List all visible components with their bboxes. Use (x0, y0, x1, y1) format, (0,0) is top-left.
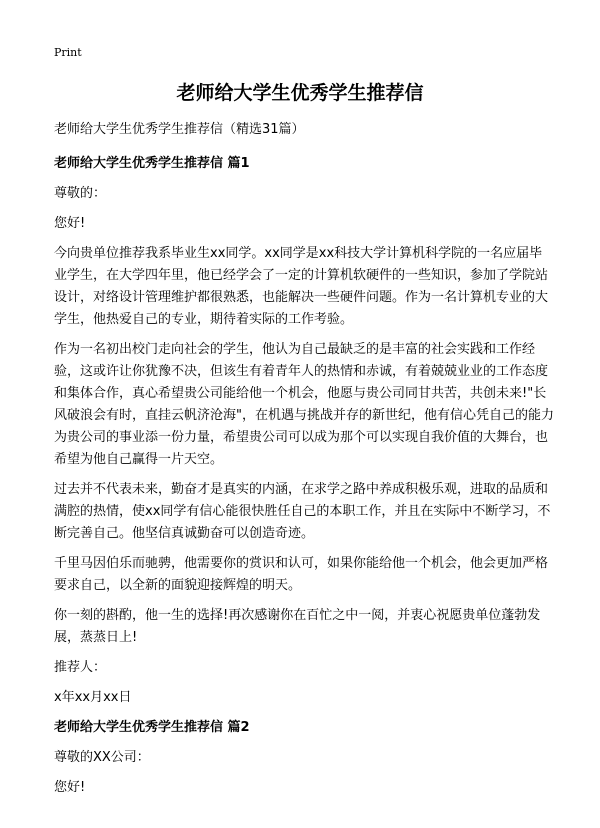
page-title: 老师给大学生优秀学生推荐信 (176, 82, 424, 104)
document-subtitle: 老师给大学生优秀学生推荐信（精选31篇） (54, 122, 305, 137)
greeting: 您好! (54, 216, 86, 231)
body-paragraph: 过去并不代表未来，勤奋才是真实的内涵，在求学之路中养成积极乐观，进取的品质和满腔的热情，使xx同学有信心能很快胜任自己的本职工作，并且在实际中不断学习，不断完善自己。他坚信真诚勤奋可以创造奇迹。 (54, 482, 551, 541)
section-heading-2: 老师给大学生优秀学生推荐信 篇2 (54, 720, 250, 735)
body-paragraph: 千里马因伯乐而驰骋，他需要你的赏识和认可，如果你能给他一个机会，他会更加严格要求自己，以全新的面貌迎接辉煌的明天。 (54, 556, 549, 593)
recommender-label: 推荐人： (54, 660, 107, 675)
print-label[interactable]: Print (54, 46, 82, 59)
letter-date: x年xx月xx日 (54, 690, 132, 705)
body-paragraph: 作为一名初出校门走向社会的学生，他认为自己最缺乏的是丰富的社会实践和工作经验，这或许让你犹豫不决，但该生有着青年人的热情和赤诚，有着兢兢业业的工作态度和集体合作，真心希望贵公司能给他一个机会，他愿与贵公司同甘共苦，共创未来!"长风破浪会有时，直挂云帆济沧海"，在机遇与挑战并存的新世纪，他有信心凭自己的能力为贵公司的事业添一份力量，希望贵公司可以成为那个可以实现自我价值的大舞台，也希望为他自己赢得一片天空。 (54, 342, 554, 467)
letter-content (54, 119, 554, 807)
greeting-2: 您好! (54, 780, 86, 795)
body-paragraph: 今向贵单位推荐我系毕业生xx同学。xx同学是xx科技大学计算机科学院的一名应届毕业学生，在大学四年里，他已经学会了一定的计算机软硬件的一些知识，参加了学院站设计，对络设计管理维护都很熟悉，也能解决一些硬件问题。作为一名计算机专业的大学生，他热爱自己的专业，期待着实际的工作考验。 (54, 246, 549, 327)
section-heading-1: 老师给大学生优秀学生推荐信 篇1 (54, 156, 250, 171)
body-paragraph: 你一刻的斟酌，他一生的选择!再次感谢你在百忙之中一阅，并衷心祝愿贵单位蓬勃发展，蒸蒸日上! (54, 608, 541, 645)
salutation-2: 尊敬的XX公司： (54, 750, 150, 765)
salutation: 尊敬的： (54, 186, 107, 201)
